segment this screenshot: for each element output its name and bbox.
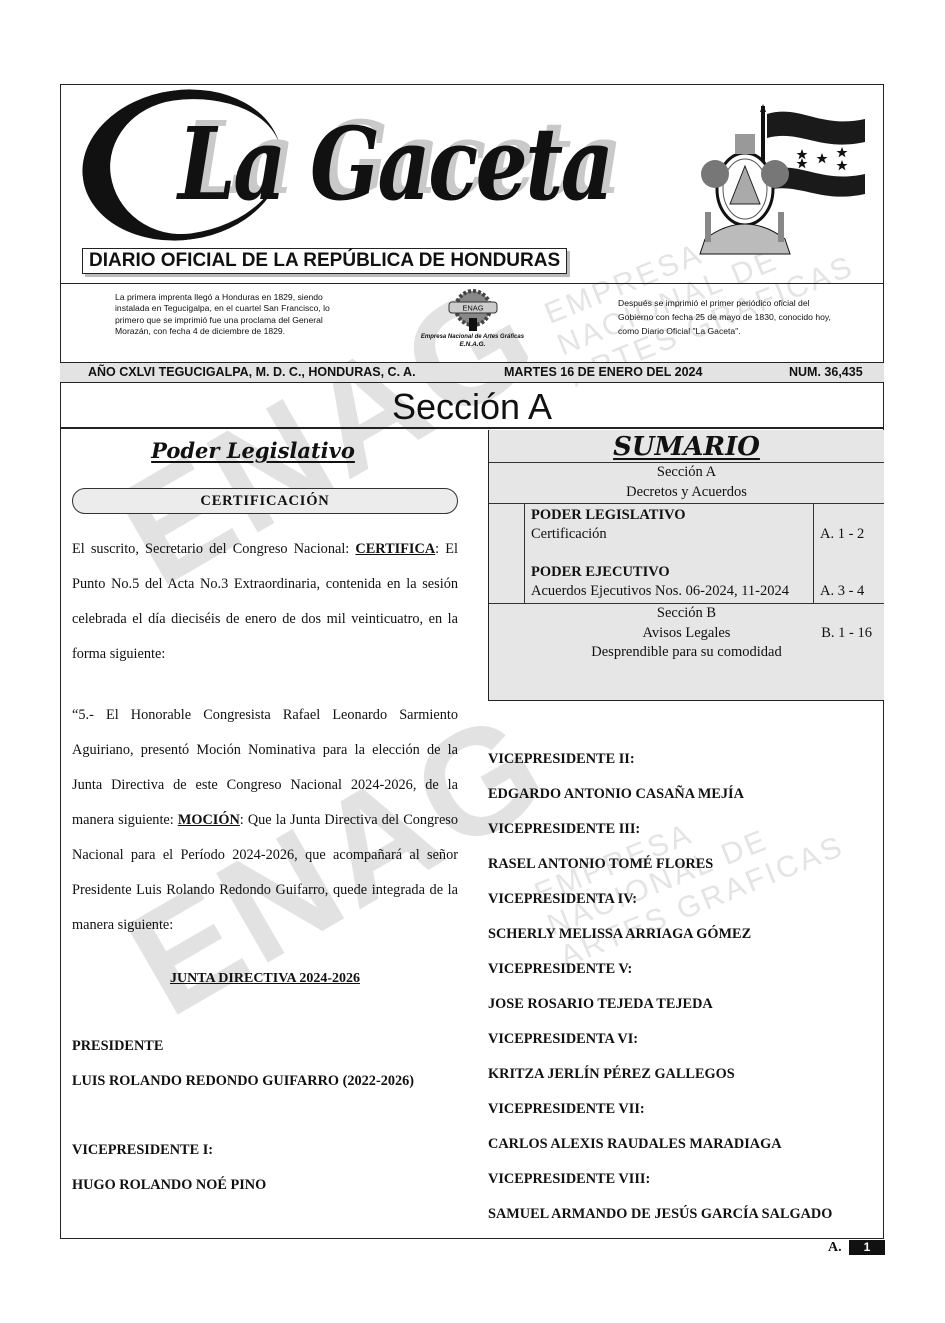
member-name: LUIS ROLANDO REDONDO GUIFARRO (2022-2026) [72, 1073, 415, 1089]
date-bar [60, 362, 884, 383]
section-b-pages: B. 1 - 16 [821, 624, 872, 641]
member-name: SAMUEL ARMANDO DE JESÚS GARCÍA SALGADO [488, 1206, 833, 1222]
sumario-box [488, 430, 884, 701]
sumario-title-text: SUMARIO [613, 432, 760, 462]
member-role: VICEPRESIDENTE III: [488, 821, 641, 837]
issue-number: NUM. 36,435 [789, 365, 863, 379]
sumario-item-heading: PODER EJECUTIVO [531, 564, 670, 580]
left-column [72, 436, 458, 1203]
member-name: KRITZA JERLÍN PÉREZ GALLEGOS [488, 1066, 735, 1082]
text: “5.- El Honorable Congresista Rafael Leonardo Sarmiento Aguiriano, presentó Moción Nominativa para la elección de la Junta Directiva de este Congreso Nacional 2024-2026, de la manera siguiente: [72, 707, 458, 828]
footer-section: A. [828, 1240, 842, 1255]
member-name: HUGO ROLANDO NOÉ PINO [72, 1177, 267, 1193]
history-note-right: Después se imprimió el primer periódico oficial del Gobierno con fecha 25 de mayo de 1830, conocido hoy, como Diario Oficial "La Gaceta". [618, 298, 831, 336]
page-number: 1 [849, 1240, 885, 1255]
member-name: SCHERLY MELISSA ARRIAGA GÓMEZ [488, 926, 752, 942]
poder-legislativo-heading: Poder Legislativo [151, 438, 355, 463]
member-role: VICEPRESIDENTA VI: [488, 1031, 639, 1047]
history-note-left: La primera imprenta llegó a Honduras en 1829, siendo instalada en Tegucigalpa, en el cuartel San Francisco, lo primero que se imprimió fue una proclama del General Morazán, con fecha 4 de diciembre de 1829. [115, 292, 330, 337]
section-b-label: Sección B [656, 605, 717, 621]
sumario-section-b [489, 604, 884, 663]
gear-icon [443, 287, 503, 333]
right-column [488, 742, 878, 1232]
member-role: PRESIDENTE [72, 1038, 164, 1054]
sumario-section-a [489, 463, 884, 503]
newspaper-title: La Gaceta [178, 105, 612, 223]
member-role: VICEPRESIDENTE V: [488, 961, 633, 977]
member-role: VICEPRESIDENTE I: [72, 1142, 214, 1158]
newspaper-subtitle: DIARIO OFICIAL DE LA REPÚBLICA DE HONDURAS [82, 248, 567, 274]
section-a-label: Sección A [656, 464, 717, 480]
certificacion-heading: CERTIFICACIÓN [72, 488, 458, 514]
mocion-emphasis: MOCIÓN [177, 812, 240, 828]
paragraph-certifica [72, 532, 458, 672]
coat-of-arms-and-flag-icon [660, 94, 875, 264]
enag-caption: Empresa Nacional de Artes Gráficas [420, 334, 525, 340]
certifica-emphasis: CERTIFICA [355, 541, 436, 557]
sumario-spacer-cell [489, 504, 525, 603]
member-role: VICEPRESIDENTE VIII: [488, 1171, 651, 1187]
section-a-sub: Decretos y Acuerdos [626, 483, 747, 500]
member-name: CARLOS ALEXIS RAUDALES MARADIAGA [488, 1136, 782, 1152]
text: : Que la Junta Directiva del Congreso Nacional para el Período 2024-2026, que acompañará al señor Presidente Luis Rolando Redondo Guifarro, quede integrada de la manera siguiente: [72, 812, 459, 933]
section-b-sub: Avisos Legales [642, 624, 731, 641]
enag-short: E.N.A.G. [459, 341, 486, 348]
enag-logo [400, 287, 545, 349]
sumario-items-cell [525, 504, 814, 603]
sumario-table [489, 503, 884, 604]
sumario-item-heading: PODER LEGISLATIVO [531, 507, 686, 523]
paragraph-mocion [72, 698, 458, 943]
text: El suscrito, Secretario del Congreso Nacional: [72, 541, 356, 557]
sumario-item-pages: A. 3 - 4 [820, 583, 865, 599]
sumario-item-pages: A. 1 - 2 [820, 526, 865, 542]
text: : El Punto No.5 del Acta No.3 Extraordinaria, contenida en la sesión celebrada el día dieciséis de enero de dos mil veinticuatro, en la forma siguiente: [72, 541, 458, 662]
sumario-pages-cell [814, 504, 884, 603]
divider [60, 283, 884, 284]
sumario-item-desc: Certificación [531, 526, 607, 542]
issue-date: MARTES 16 DE ENERO DEL 2024 [504, 365, 703, 379]
junta-directiva-title: JUNTA DIRECTIVA 2024-2026 [169, 971, 361, 986]
sumario-title [489, 430, 884, 463]
section-title: Sección A [60, 384, 884, 429]
member-name: RASEL ANTONIO TOMÉ FLORES [488, 856, 714, 872]
member-role: VICEPRESIDENTA IV: [488, 891, 637, 907]
sumario-item-desc: Acuerdos Ejecutivos Nos. 06-2024, 11-2024 [531, 583, 790, 599]
member-role: VICEPRESIDENTE II: [488, 751, 635, 767]
member-name: JOSE ROSARIO TEJEDA TEJEDA [488, 996, 713, 1012]
year-place: AÑO CXLVI TEGUCIGALPA, M. D. C., HONDURAS, C. A. [88, 365, 416, 379]
member-role: VICEPRESIDENTE VII: [488, 1101, 645, 1117]
member-name: EDGARDO ANTONIO CASAÑA MEJÍA [488, 786, 744, 802]
section-b-note: Desprendible para su comodidad [591, 644, 782, 660]
masthead [60, 84, 884, 284]
enag-badge-text: ENAG [461, 303, 484, 313]
